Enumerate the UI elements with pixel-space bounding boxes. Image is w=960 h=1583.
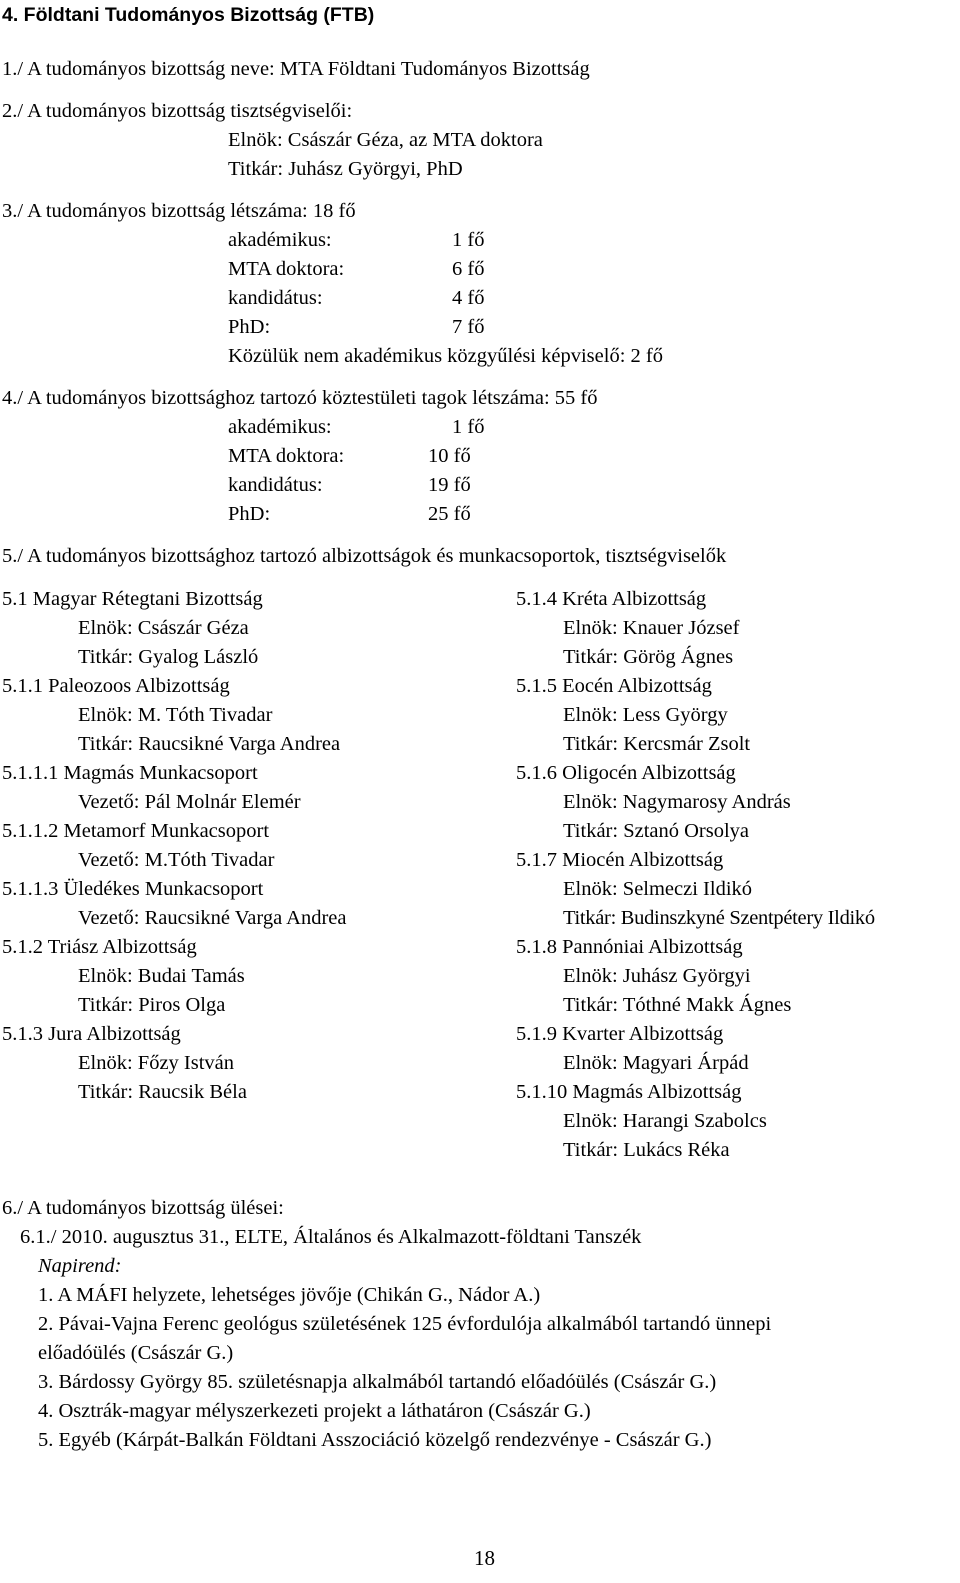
subcommittee-officer: Titkár: Tóthné Makk Ágnes xyxy=(563,994,792,1016)
subcommittee-heading: 5.1.4 Kréta Albizottság xyxy=(516,588,707,610)
subcommittee-officer: Titkár: Görög Ágnes xyxy=(563,646,734,668)
membership-label: kandidátus: xyxy=(228,287,323,309)
subcommittee-officer: Vezető: Pál Molnár Elemér xyxy=(78,791,301,813)
subcommittee-officer: Elnök: Harangi Szabolcs xyxy=(563,1110,767,1132)
subcommittee-heading: 5.1.1.1 Magmás Munkacsoport xyxy=(2,762,258,784)
agenda-item: 5. Egyéb (Kárpát-Balkán Földtani Asszociáció közelgő rendezvénye - Császár G.) xyxy=(38,1429,712,1451)
subcommittee-officer: Elnök: Juhász Györgyi xyxy=(563,965,751,987)
subcommittee-officer: Titkár: Budinszkyné Szentpétery Ildikó xyxy=(563,907,875,929)
subcommittee-officer: Elnök: Budai Tamás xyxy=(78,965,245,987)
agenda-label: Napirend: xyxy=(38,1255,122,1277)
agenda-item: 3. Bárdossy György 85. születésnapja alkalmából tartandó előadóülés (Császár G.) xyxy=(38,1371,717,1393)
agenda-item: 2. Pávai-Vajna Ferenc geológus születésének 125 évfordulója alkalmából tartandó ünnepi xyxy=(38,1313,772,1335)
subcommittee-officer: Elnök: Selmeczi Ildikó xyxy=(563,878,753,900)
public-members-label: MTA doktora: xyxy=(228,445,345,467)
subcommittee-heading: 5.1.1 Paleozoos Albizottság xyxy=(2,675,230,697)
membership-value: 1 fő xyxy=(452,229,485,251)
subcommittee-officer: Titkár: Kercsmár Zsolt xyxy=(563,733,751,755)
subcommittee-heading: 5.1.6 Oligocén Albizottság xyxy=(516,762,736,784)
officials-chair: Elnök: Császár Géza, az MTA doktora xyxy=(228,129,543,151)
subcommittee-heading: 5.1.1.2 Metamorf Munkacsoport xyxy=(2,820,270,842)
subcommittee-heading: 5.1.1.3 Üledékes Munkacsoport xyxy=(2,878,264,900)
subcommittee-officer: Titkár: Raucsikné Varga Andrea xyxy=(78,733,341,755)
subcommittee-officer: Elnök: Főzy István xyxy=(78,1052,235,1074)
subcommittee-officer: Elnök: Knauer József xyxy=(563,617,740,639)
page-heading: 4. Földtani Tudományos Bizottság (FTB) xyxy=(2,4,375,26)
public-members-label: PhD: xyxy=(228,503,271,525)
subcommittee-officer: Elnök: Császár Géza xyxy=(78,617,249,639)
public-members-value: 19 fő xyxy=(428,474,471,496)
agenda-item: 4. Osztrák-magyar mélyszerkezeti projekt a láthatáron (Császár G.) xyxy=(38,1400,591,1422)
membership-label: akadémikus: xyxy=(228,229,332,251)
membership-value: 6 fő xyxy=(452,258,485,280)
public-members-value: 25 fő xyxy=(428,503,471,525)
membership-value: 4 fő xyxy=(452,287,485,309)
subcommittee-officer: Elnök: Less György xyxy=(563,704,728,726)
subcommittee-heading: 5.1.2 Triász Albizottság xyxy=(2,936,197,958)
subcommittees-title: 5./ A tudományos bizottsághoz tartozó albizottságok és munkacsoportok, tisztségviselők xyxy=(2,545,727,567)
subcommittee-officer: Titkár: Lukács Réka xyxy=(563,1139,730,1161)
subcommittee-heading: 5.1.3 Jura Albizottság xyxy=(2,1023,181,1045)
subcommittee-officer: Titkár: Gyalog László xyxy=(78,646,259,668)
page-number: 18 xyxy=(474,1546,495,1570)
subcommittee-heading: 5.1.10 Magmás Albizottság xyxy=(516,1081,742,1103)
subcommittee-officer: Elnök: M. Tóth Tivadar xyxy=(78,704,273,726)
subcommittee-officer: Elnök: Nagymarosy András xyxy=(563,791,791,813)
subcommittee-officer: Titkár: Piros Olga xyxy=(78,994,226,1016)
officials-title: 2./ A tudományos bizottság tisztségviselői: xyxy=(2,100,353,122)
agenda-item: 1. A MÁFI helyzete, lehetséges jövője (Chikán G., Nádor A.) xyxy=(38,1284,541,1306)
subcommittee-officer: Vezető: M.Tóth Tivadar xyxy=(78,849,275,871)
membership-label: PhD: xyxy=(228,316,271,338)
subcommittee-heading: 5.1.9 Kvarter Albizottság xyxy=(516,1023,724,1045)
subcommittee-officer: Titkár: Sztanó Orsolya xyxy=(563,820,750,842)
subcommittee-heading: 5.1 Magyar Rétegtani Bizottság xyxy=(2,588,263,610)
subcommittee-officer: Titkár: Raucsik Béla xyxy=(78,1081,247,1103)
public-members-label: kandidátus: xyxy=(228,474,323,496)
subcommittee-heading: 5.1.8 Pannóniai Albizottság xyxy=(516,936,743,958)
subcommittee-heading: 5.1.7 Miocén Albizottság xyxy=(516,849,724,871)
officials-secretary: Titkár: Juhász Györgyi, PhD xyxy=(228,158,463,180)
public-members-value: 10 fő xyxy=(428,445,471,467)
meeting-entry: 6.1./ 2010. augusztus 31., ELTE, Általános és Alkalmazott-földtani Tanszék xyxy=(20,1226,642,1248)
committee-name: 1./ A tudományos bizottság neve: MTA Földtani Tudományos Bizottság xyxy=(2,58,590,80)
subcommittee-officer: Vezető: Raucsikné Varga Andrea xyxy=(78,907,347,929)
public-members-value: 1 fő xyxy=(452,416,485,438)
public-members-label: akadémikus: xyxy=(228,416,332,438)
public-members-title: 4./ A tudományos bizottsághoz tartozó köztestületi tagok létszáma: 55 fő xyxy=(2,387,598,409)
membership-value: 7 fő xyxy=(452,316,485,338)
subcommittee-officer: Elnök: Magyari Árpád xyxy=(563,1052,749,1074)
membership-label: MTA doktora: xyxy=(228,258,345,280)
membership-note: Közülük nem akadémikus közgyűlési képviselő: 2 fő xyxy=(228,345,663,367)
subcommittee-heading: 5.1.5 Eocén Albizottság xyxy=(516,675,712,697)
meetings-title: 6./ A tudományos bizottság ülései: xyxy=(2,1197,284,1219)
agenda-item: előadóülés (Császár G.) xyxy=(38,1342,234,1364)
membership-title: 3./ A tudományos bizottság létszáma: 18 fő xyxy=(2,200,356,222)
